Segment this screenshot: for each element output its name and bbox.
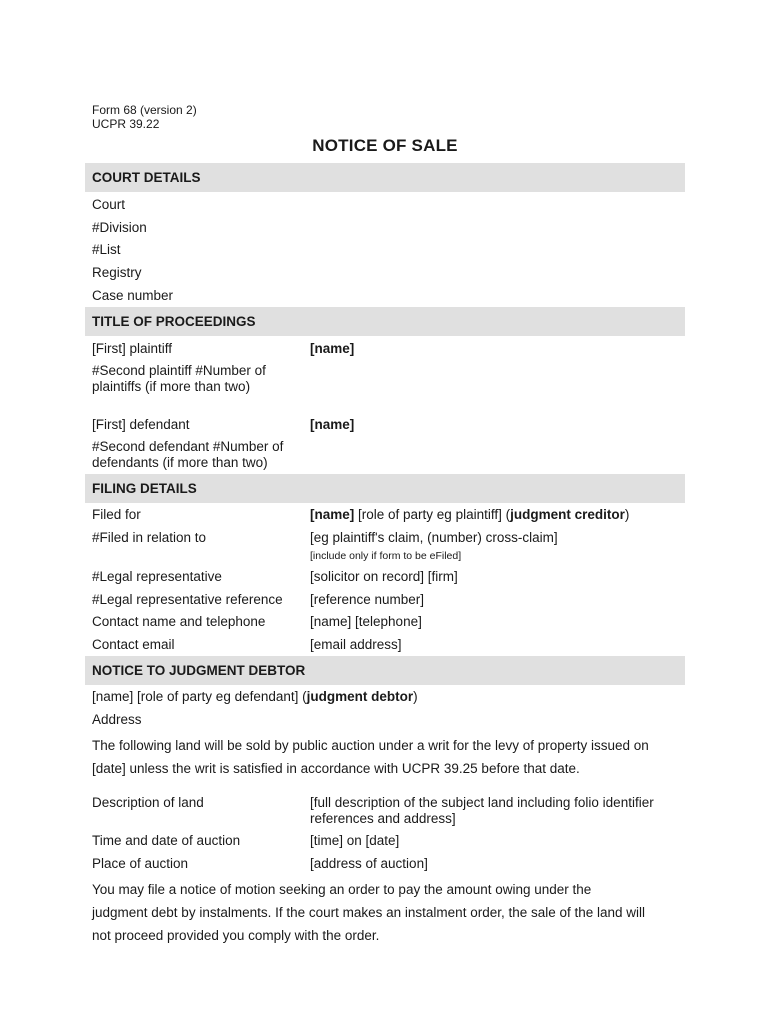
contact-value: [name] [telephone] [310, 614, 422, 629]
filed-for-label: Filed for [92, 507, 141, 522]
first-defendant-value: [name] [310, 417, 355, 432]
time-date-value: [time] on [date] [310, 833, 400, 848]
first-defendant-label: [First] defendant [92, 417, 190, 432]
sale-paragraph: The following land will be sold by public auction under a writ for the levy of property issued on [date] unless the writ is satisfied in accordance with UCPR 39.25 before that date. [92, 738, 649, 776]
filed-for-value [310, 507, 629, 523]
filed-for-role: [role of party eg plaintiff] ( [354, 507, 511, 522]
filed-in-relation-label: #Filed in relation to [92, 530, 207, 545]
description-of-land-value-line2: references and address] [310, 811, 456, 826]
judgment-debtor-label: judgment debtor [306, 689, 414, 704]
contact-email-label: Contact email [92, 637, 175, 652]
contact-email-value: [email address] [310, 637, 402, 652]
contact-label: Contact name and telephone [92, 614, 266, 629]
legal-rep-label: #Legal representative [92, 569, 222, 584]
legal-rep-ref-value: [reference number] [310, 592, 425, 607]
first-plaintiff-label: [First] plaintiff [92, 341, 173, 356]
case-number-label: Case number [92, 288, 174, 303]
time-date-label: Time and date of auction [92, 833, 241, 848]
form-number: Form 68 (version 2) [92, 103, 197, 117]
court-details-heading: COURT DETAILS [92, 170, 201, 185]
page-title-text: NOTICE OF SALE [312, 136, 458, 155]
judgment-creditor-label: judgment creditor [510, 507, 625, 522]
division-label: #Division [92, 220, 147, 235]
filing-details-header [85, 474, 685, 503]
debtor-close: ) [413, 689, 418, 704]
filed-in-relation-value: [eg plaintiff's claim, (number) cross-claim] [310, 530, 558, 545]
second-defendant-label-line1: #Second defendant #Number of [92, 439, 284, 454]
filed-for-name: [name] [310, 507, 355, 522]
second-plaintiff-label-line2: plaintiffs (if more than two) [92, 379, 251, 394]
rule-reference: UCPR 39.22 [92, 117, 160, 131]
description-of-land-label: Description of land [92, 795, 204, 810]
court-details-header [85, 163, 685, 192]
judgment-debtor-line [92, 689, 418, 705]
second-defendant-label-line2: defendants (if more than two) [92, 455, 268, 470]
filed-for-close: ) [624, 507, 630, 522]
registry-label: Registry [92, 265, 142, 280]
legal-rep-value: [solicitor on record] [firm] [310, 569, 458, 584]
notice-heading: NOTICE TO JUDGMENT DEBTOR [92, 663, 306, 678]
second-plaintiff-label-line1: #Second plaintiff #Number of [92, 363, 266, 378]
description-of-land-value-line1: [full description of the subject land including folio identifier [310, 795, 654, 810]
title-of-proceedings-header [85, 307, 685, 336]
form-reference [92, 103, 197, 131]
debtor-prefix: [name] [role of party eg defendant] ( [92, 689, 307, 704]
page-title [0, 136, 770, 156]
instalment-paragraph: You may file a notice of motion seeking an order to pay the amount owing under the judgment debt by instalments. If the court makes an instalment order, the sale of the land will not proceed provided you comply with the order. [92, 882, 646, 943]
efiled-note: [include only if form to be eFiled] [310, 550, 462, 562]
legal-rep-ref-label: #Legal representative reference [92, 592, 283, 607]
filing-details-heading: FILING DETAILS [92, 481, 197, 496]
list-label: #List [92, 242, 121, 257]
place-label: Place of auction [92, 856, 189, 871]
first-plaintiff-value: [name] [310, 341, 355, 356]
place-value: [address of auction] [310, 856, 428, 871]
notice-header [85, 656, 685, 685]
court-label: Court [92, 197, 126, 212]
title-of-proceedings-heading: TITLE OF PROCEEDINGS [92, 314, 256, 329]
address-label: Address [92, 712, 142, 727]
